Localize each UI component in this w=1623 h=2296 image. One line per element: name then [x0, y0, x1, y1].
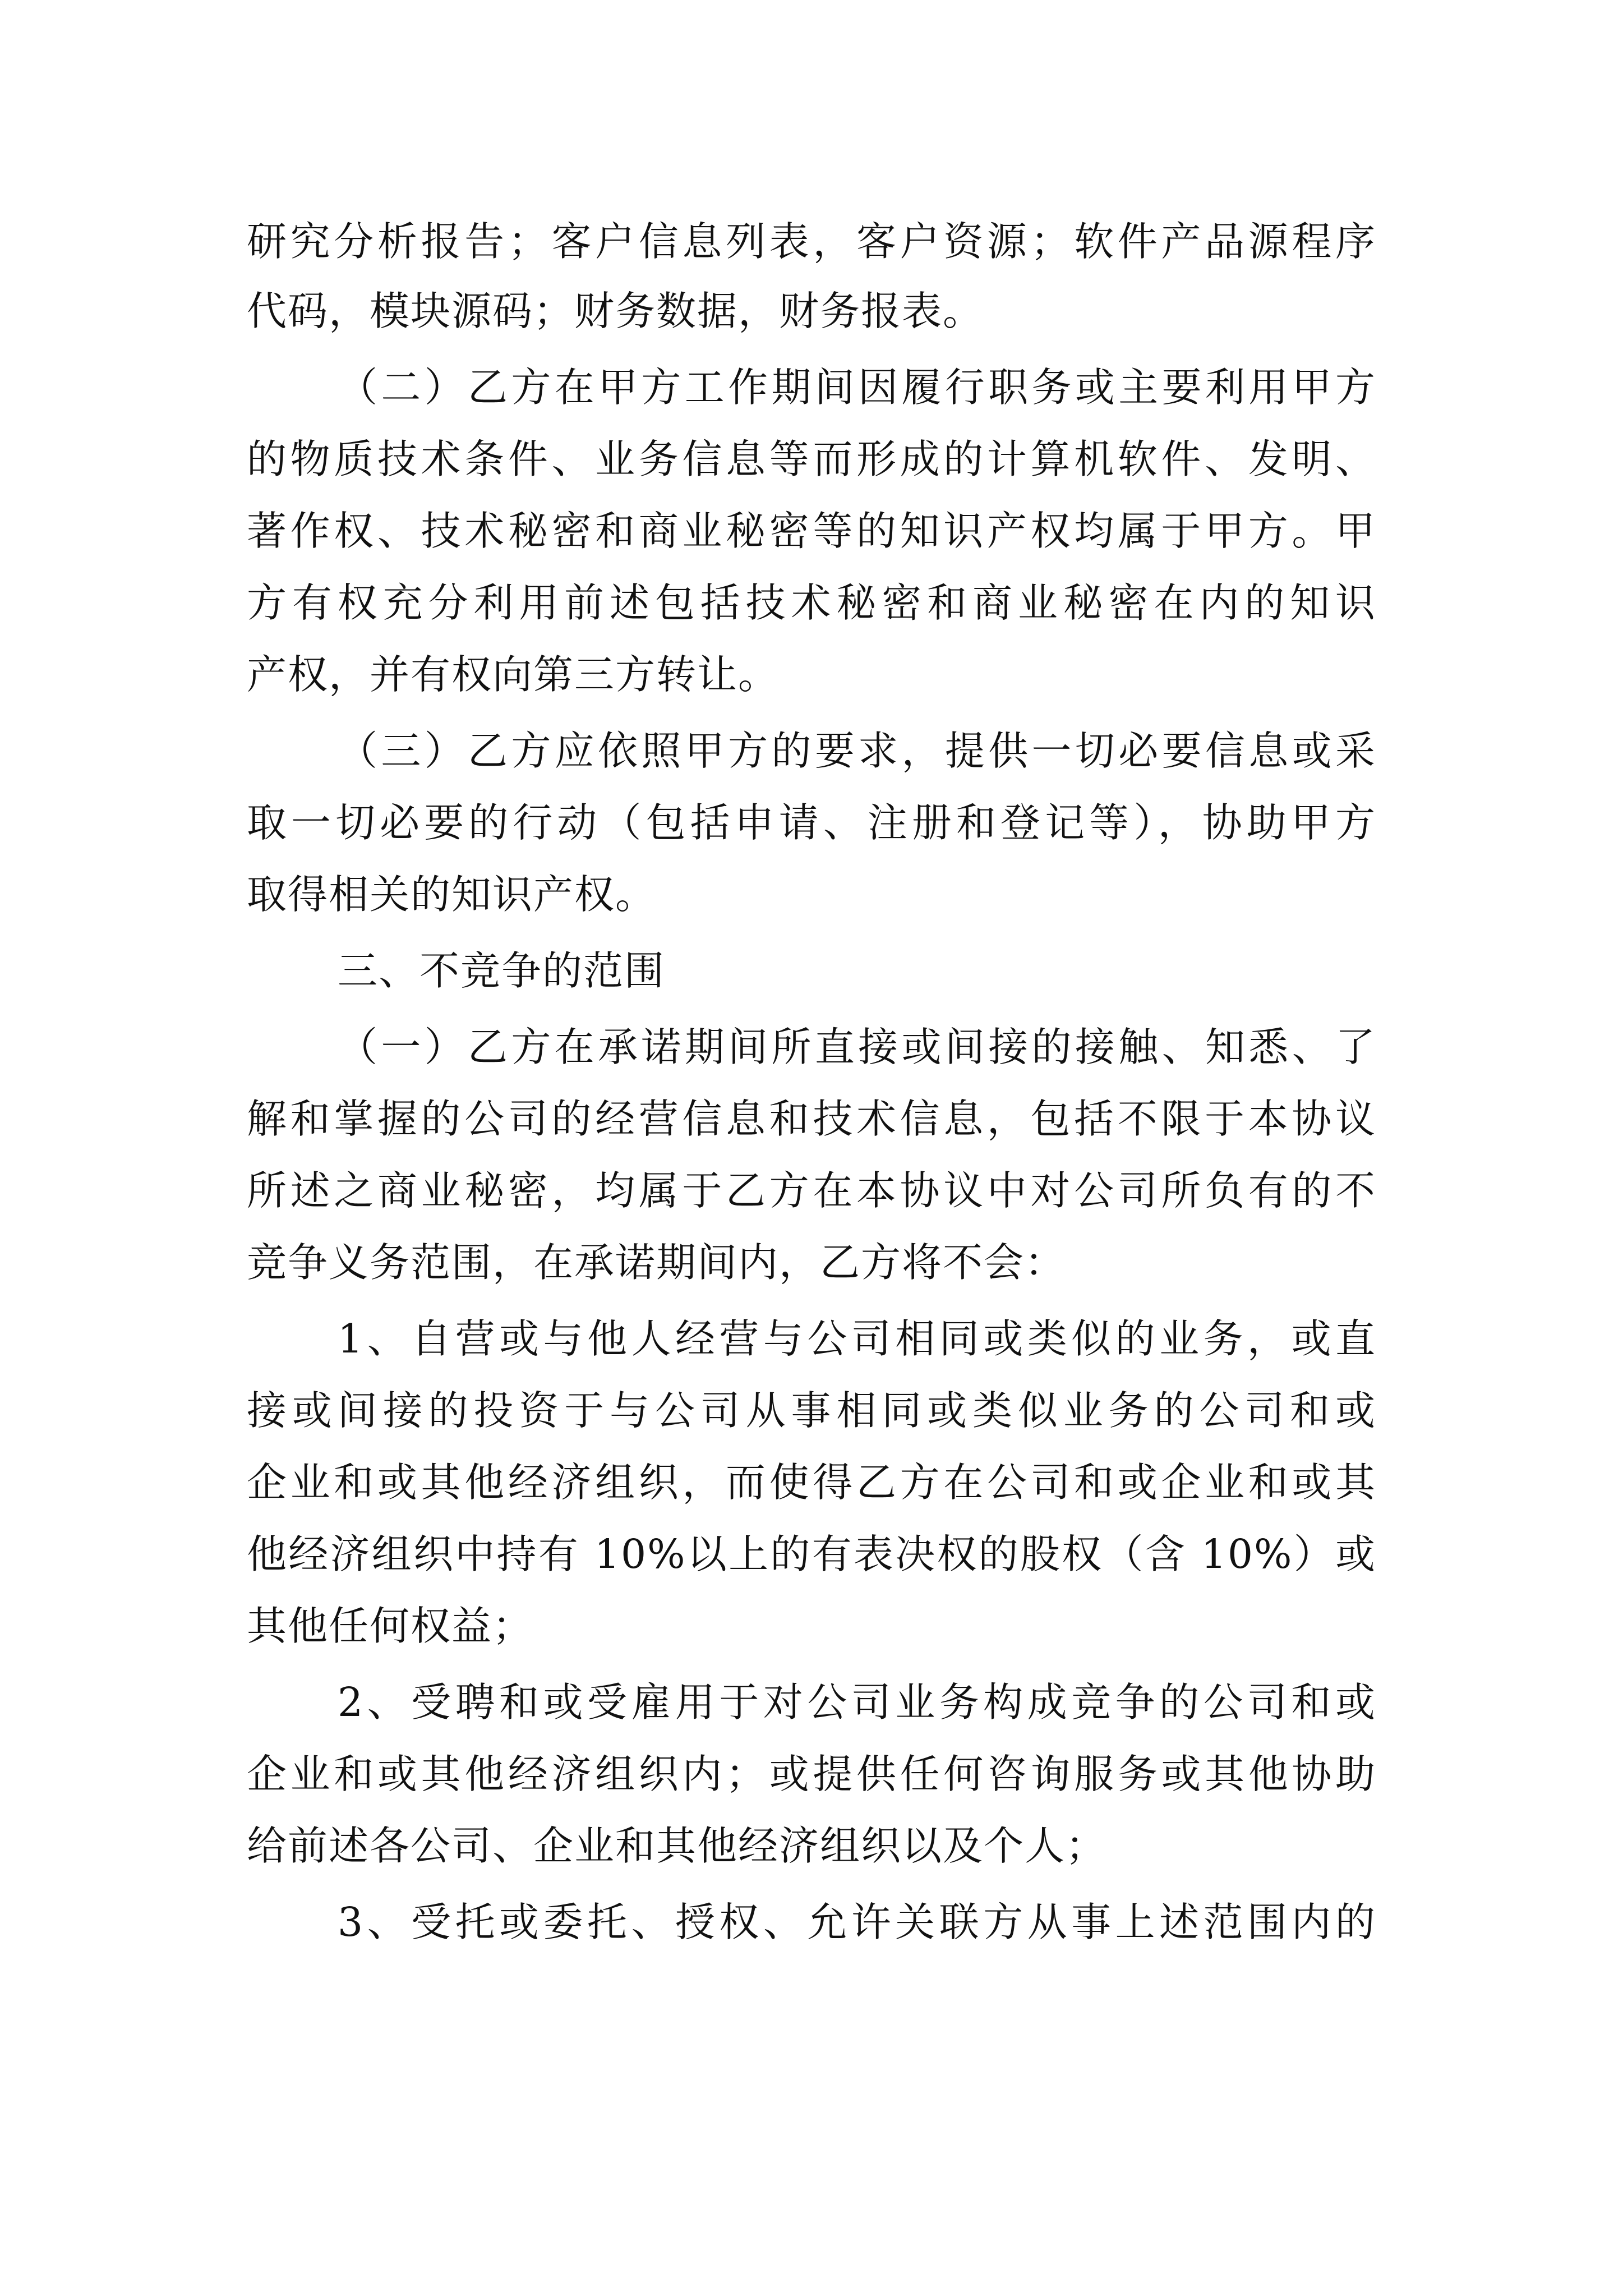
text-line-10: 取得相关的知识产权。 — [247, 871, 657, 918]
text-line-13: 解和掌握的公司的经营信息和技术信息，包括不限于本协议 — [247, 1096, 1376, 1142]
text-line-7: 产权，并有权向第三方转让。 — [247, 651, 780, 698]
text-line-4: 的物质技术条件、业务信息等而形成的计算机软件、发明、 — [247, 436, 1376, 482]
text-line-24: 3、受托或委托、授权、允许关联方从事上述范围内的 — [338, 1899, 1376, 1945]
text-line-17: 接或间接的投资于与公司从事相同或类似业务的公司和或 — [247, 1387, 1376, 1434]
text-line-6: 方有权充分利用前述包括技术秘密和商业秘密在内的知识 — [247, 579, 1376, 626]
text-line-14: 所述之商业秘密，均属于乙方在本协议中对公司所负有的不 — [247, 1167, 1376, 1214]
text-line-12: （一）乙方在承诺期间所直接或间接的接触、知悉、了 — [338, 1024, 1376, 1070]
text-line-21: 2、受聘和或受雇用于对公司业务构成竞争的公司和或 — [338, 1679, 1376, 1726]
text-line-5: 著作权、技术秘密和商业秘密等的知识产权均属于甲方。甲 — [247, 508, 1376, 554]
text-line-16: 1、自营或与他人经营与公司相同或类似的业务，或直 — [338, 1315, 1376, 1362]
text-line-20: 其他任何权益； — [247, 1603, 534, 1649]
text-line-18: 企业和或其他经济组织，而使得乙方在公司和或企业和或其 — [247, 1459, 1376, 1506]
section-heading: 三、不竞争的范围 — [338, 947, 666, 994]
text-line-3: （二）乙方在甲方工作期间因履行职务或主要利用甲方 — [338, 364, 1376, 411]
text-line-22: 企业和或其他经济组织内；或提供任何咨询服务或其他协助 — [247, 1751, 1376, 1797]
text-line-8: （三）乙方应依照甲方的要求，提供一切必要信息或采 — [338, 728, 1376, 774]
text-line-1: 研究分析报告；客户信息列表，客户资源；软件产品源程序 — [247, 218, 1376, 265]
text-line-19: 他经济组织中持有 10%以上的有表决权的股权（含 10%）或 — [247, 1531, 1376, 1577]
text-line-15: 竞争义务范围，在承诺期间内，乙方将不会： — [247, 1239, 1066, 1286]
text-line-23: 给前述各公司、企业和其他经济组织以及个人； — [247, 1823, 1107, 1869]
text-line-2: 代码，模块源码；财务数据，财务报表。 — [247, 288, 984, 334]
text-line-9: 取一切必要的行动（包括申请、注册和登记等），协助甲方 — [247, 799, 1376, 846]
